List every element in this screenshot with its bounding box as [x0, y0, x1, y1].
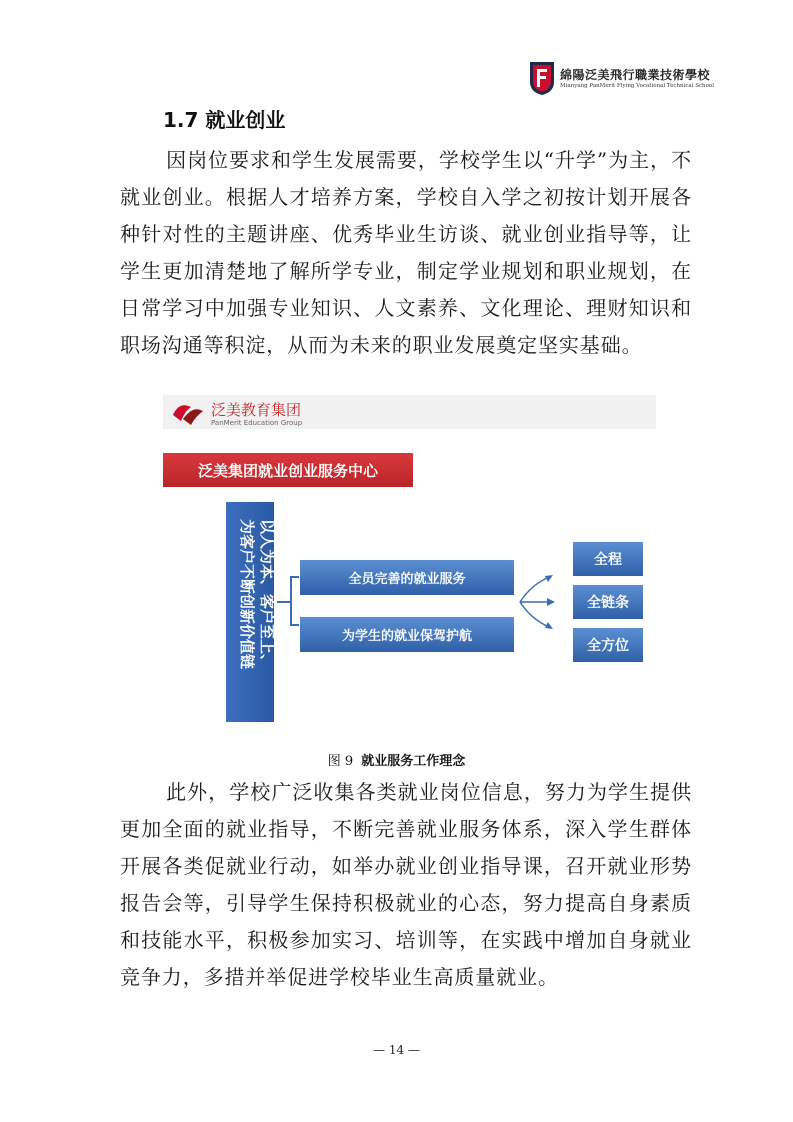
fan-arrows-icon — [520, 577, 551, 627]
left-bracket-connector — [277, 577, 299, 625]
figure-caption-text: 就业服务工作理念 — [361, 754, 466, 769]
tag-label-3: 全方位 — [587, 638, 629, 654]
tag-label-2: 全链条 — [587, 595, 629, 611]
service-label-2: 为学生的就业保驾护航 — [341, 629, 473, 644]
paragraph-2 — [120, 774, 692, 996]
school-header — [528, 58, 768, 102]
center-title: 泛美集团就业创业服务中心 — [197, 462, 379, 480]
school-name-en: Mianyang PanMerit Flying Vocational Technical School — [560, 83, 714, 89]
group-name-cn: 泛美教育集团 — [211, 401, 302, 419]
tag-label-1: 全程 — [594, 552, 622, 568]
motto-line-2: 为客户不断创新价值链 — [238, 519, 256, 670]
group-name-en: PanMerit Education Group — [211, 419, 303, 427]
service-concept-diagram — [163, 395, 656, 725]
paragraph-1-text: 因岗位要求和学生发展需要，学校学生以“升学”为主，不就业创业。根据人才培养方案，学校自入学之初按计划开展各种针对性的主题讲座、优秀毕业生访谈、就业创业指导等，让学生更加清楚地了解所学专业，制定学业规划和职业规划，在日常学习中加强专业知识、人文素养、文化理论、理财知识和职场沟通等积淀，从而为未来的职业发展奠定坚实基础。 — [120, 148, 692, 357]
section-title: 1.7 就业创业 — [163, 108, 286, 132]
paragraph-2-text: 此外，学校广泛收集各类就业岗位信息，努力为学生提供更加全面的就业指导，不断完善就业服务体系，深入学生群体开展各类促就业行动，如举办就业创业指导课，召开就业形势报告会等，引导学生保持积极就业的心态，努力提高自身素质和技能水平，积极参加实习、培训等，在实践中增加自身就业竞争力，多措并举促进学校毕业生高质量就业。 — [120, 780, 692, 989]
figure-caption — [0, 750, 793, 769]
page-number: — 14 — — [373, 1043, 420, 1057]
school-name-cn: 綿陽泛美飛行職業技術學校 — [560, 68, 711, 82]
motto-line-1: 以人为本、客户至上、 — [258, 519, 276, 670]
school-logo-icon — [528, 60, 556, 96]
figure-number: 图 9 — [327, 754, 354, 769]
paragraph-1 — [120, 142, 692, 364]
service-label-1: 全员完善的就业服务 — [348, 572, 466, 587]
